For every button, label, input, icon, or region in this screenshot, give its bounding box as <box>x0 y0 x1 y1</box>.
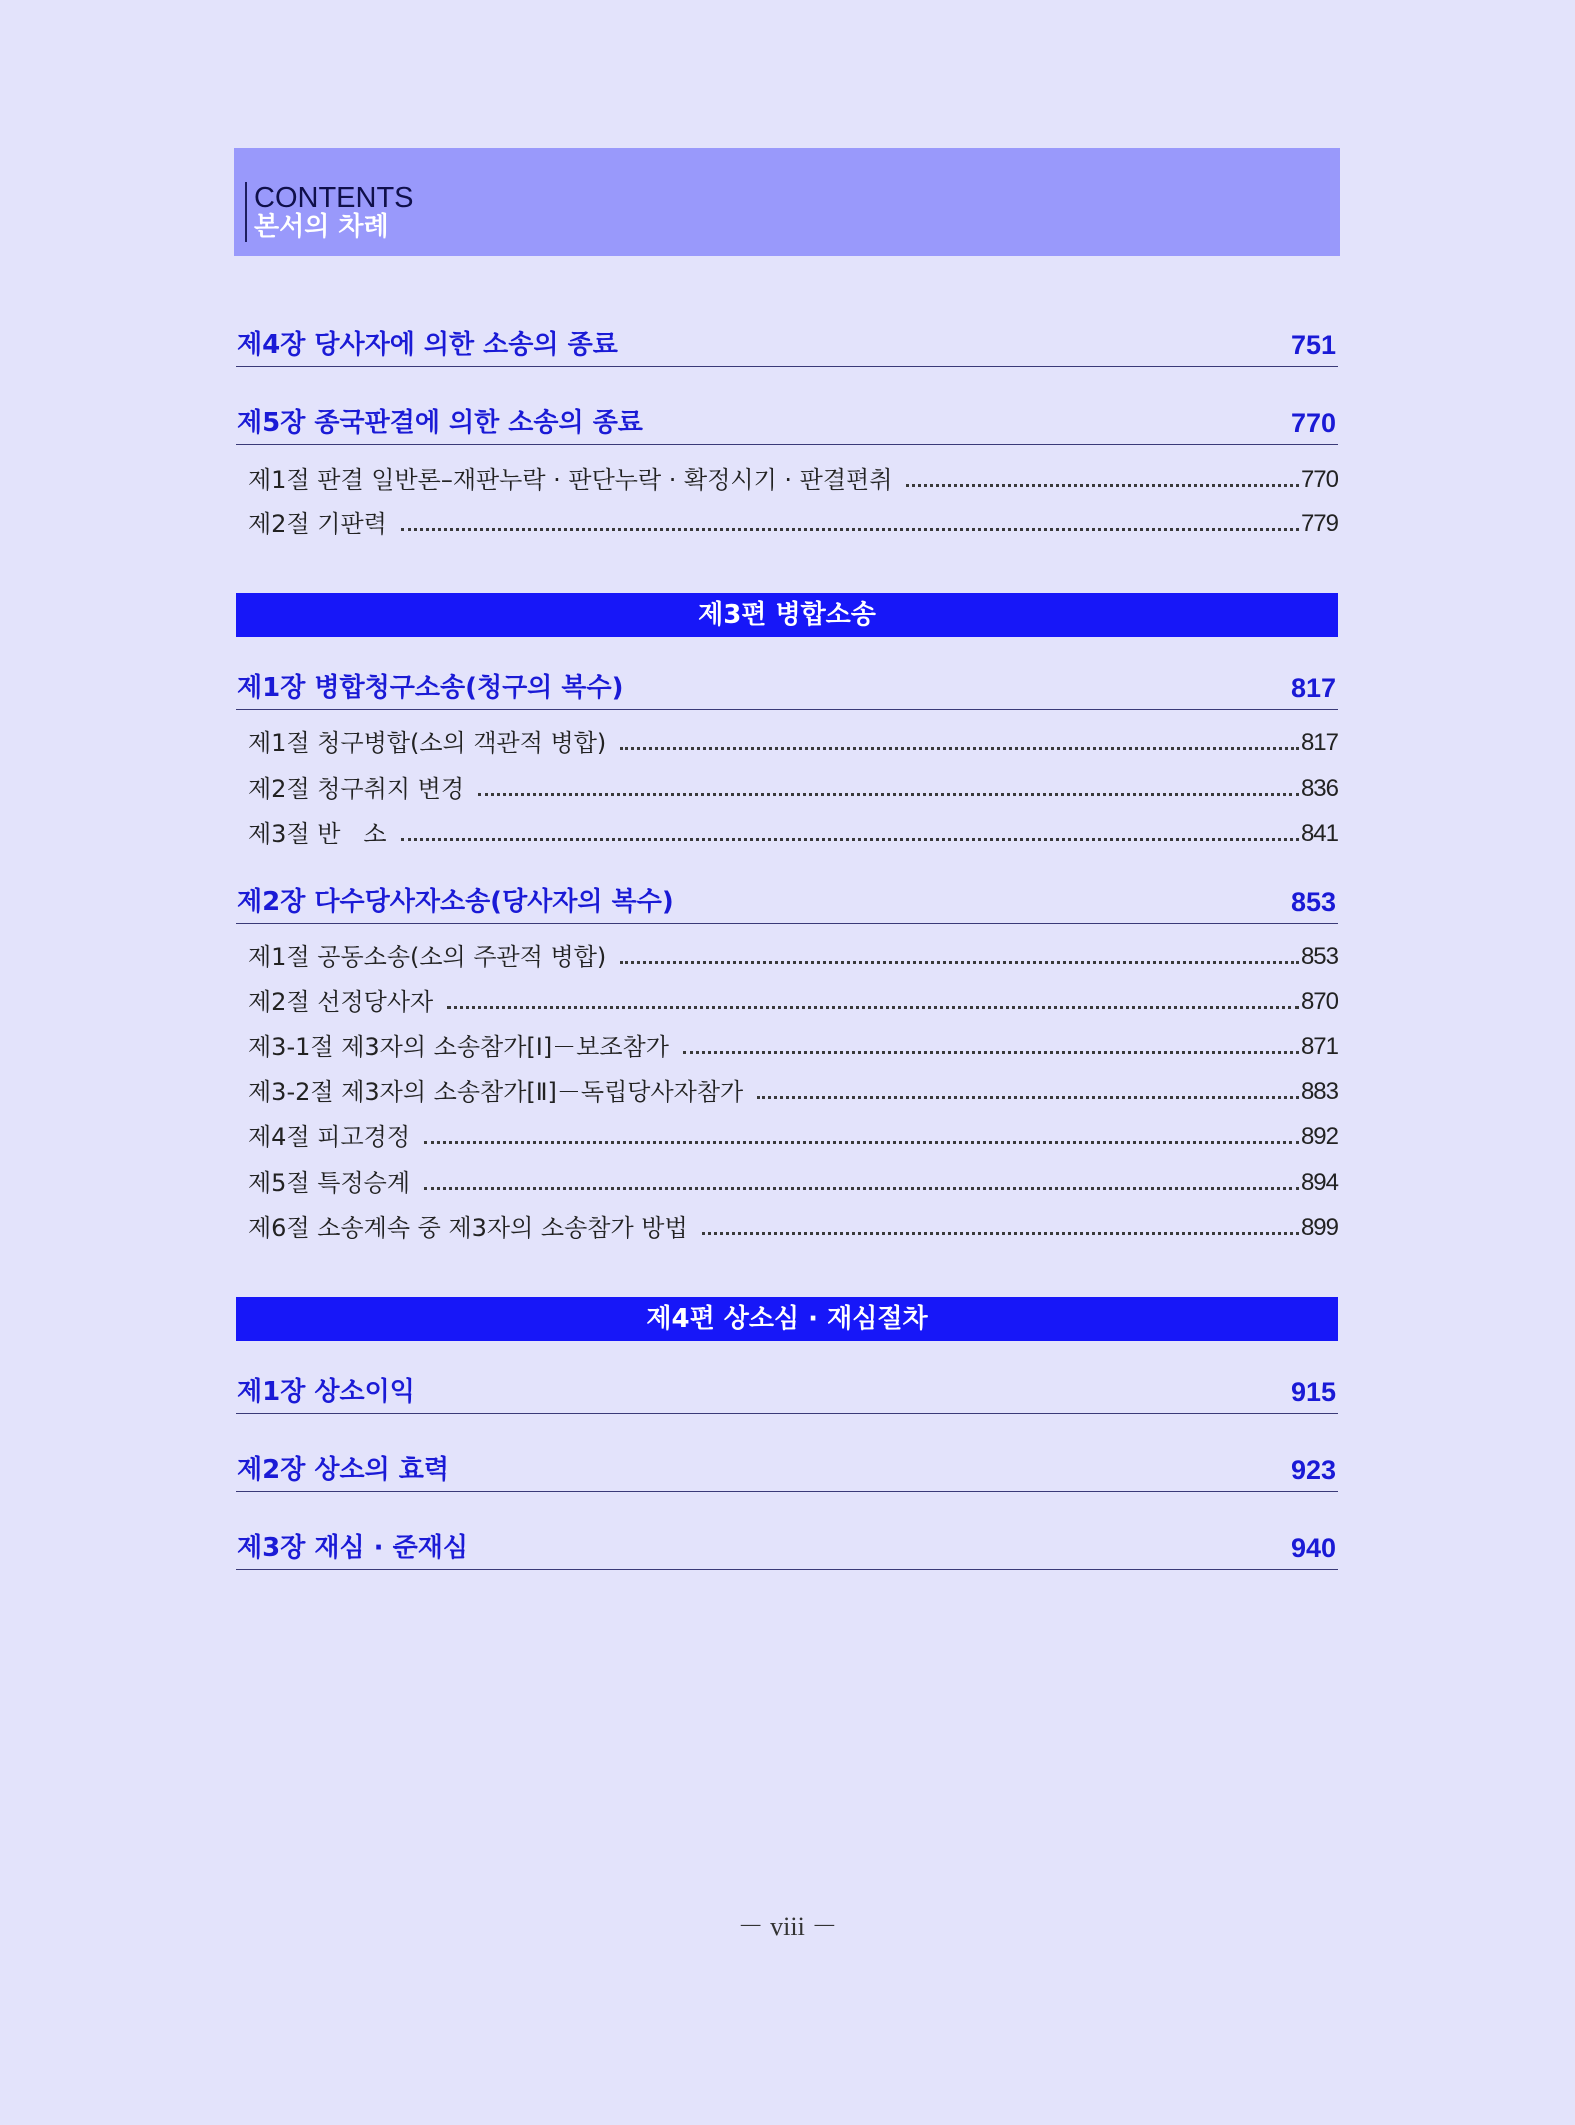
toc-section[interactable] <box>248 1118 1338 1152</box>
dot-leader <box>424 1187 1299 1190</box>
toc-part3-chapter-1[interactable] <box>236 667 1338 710</box>
dot-leader <box>401 838 1299 841</box>
toc-part4-chapter-3[interactable] <box>236 1527 1338 1570</box>
toc-section[interactable] <box>248 505 1338 539</box>
section-page: 871 <box>1300 1033 1338 1060</box>
toc-chapter-4[interactable] <box>236 324 1338 367</box>
chapter-page: 915 <box>1290 1377 1336 1407</box>
part-3-bar: 제3편 병합소송 <box>236 593 1338 637</box>
chapter-page: 923 <box>1290 1455 1336 1485</box>
chapter-page: 751 <box>1290 330 1336 360</box>
chapter-title: 제2장 상소의 효력 <box>237 1455 450 1485</box>
chapter-page: 817 <box>1290 673 1336 703</box>
section-title: 제1절 청구병합(소의 객관적 병합) <box>248 729 607 757</box>
dot-leader <box>424 1141 1299 1144</box>
section-title: 제3절 반 소 <box>248 820 387 848</box>
chapter-title: 제1장 병합청구소송(청구의 복수) <box>237 673 624 703</box>
toc-section[interactable] <box>248 938 1338 972</box>
section-title: 제5절 특정승계 <box>248 1169 411 1197</box>
chapter-page: 940 <box>1290 1533 1336 1563</box>
section-title: 제1절 판결 일반론–재판누락 · 판단누락 · 확정시기 · 판결편취 <box>248 466 893 494</box>
dot-leader <box>906 484 1299 487</box>
toc-section[interactable] <box>248 724 1338 758</box>
toc-section[interactable] <box>248 1073 1338 1107</box>
toc-part4-chapter-2[interactable] <box>236 1449 1338 1492</box>
toc-section[interactable] <box>248 815 1338 849</box>
section-title: 제2절 기판력 <box>248 510 387 538</box>
page-number: － viii － <box>737 1912 838 1941</box>
dot-leader <box>683 1051 1299 1054</box>
section-page: 883 <box>1300 1078 1338 1105</box>
dot-leader <box>620 747 1299 750</box>
dot-leader <box>447 1006 1299 1009</box>
dot-leader <box>702 1232 1299 1235</box>
section-title: 제1절 공동소송(소의 주관적 병합) <box>248 943 607 971</box>
chapter-title: 제1장 상소이익 <box>237 1377 415 1407</box>
chapter-title: 제5장 종국판결에 의한 소송의 종료 <box>237 408 643 438</box>
dot-leader <box>757 1096 1299 1099</box>
toc-section[interactable] <box>248 770 1338 804</box>
chapter-title: 제2장 다수당사자소송(당사자의 복수) <box>237 887 674 917</box>
chapter-title: 제3장 재심 · 준재심 <box>237 1533 468 1563</box>
section-page: 892 <box>1300 1123 1338 1150</box>
toc-section[interactable] <box>248 1209 1338 1243</box>
dot-leader <box>478 793 1299 796</box>
section-page: 894 <box>1300 1169 1338 1196</box>
section-title: 제6절 소송계속 중 제3자의 소송참가 방법 <box>248 1214 688 1242</box>
section-title: 제3-1절 제3자의 소송참가[Ⅰ]－보조참가 <box>248 1033 669 1061</box>
section-page: 770 <box>1300 466 1338 493</box>
contents-title-ko: 본서의 차례 <box>254 212 389 242</box>
section-page: 841 <box>1300 820 1338 847</box>
section-page: 817 <box>1300 729 1338 756</box>
toc-section[interactable] <box>248 983 1338 1017</box>
toc-part3-chapter-2[interactable] <box>236 881 1338 924</box>
toc-section[interactable] <box>248 1164 1338 1198</box>
chapter-page: 770 <box>1290 408 1336 438</box>
header-rule <box>245 182 247 242</box>
chapter-page: 853 <box>1290 887 1336 917</box>
section-page: 899 <box>1300 1214 1338 1241</box>
chapter-title: 제4장 당사자에 의한 소송의 종료 <box>237 330 618 360</box>
dot-leader <box>401 528 1299 531</box>
section-title: 제4절 피고경정 <box>248 1123 411 1151</box>
dot-leader <box>620 961 1299 964</box>
section-title: 제3-2절 제3자의 소송참가[Ⅱ]－독립당사자참가 <box>248 1078 744 1106</box>
part-4-bar: 제4편 상소심 · 재심절차 <box>236 1297 1338 1341</box>
toc-chapter-5[interactable] <box>236 402 1338 445</box>
section-page: 870 <box>1300 988 1338 1015</box>
section-title: 제2절 선정당사자 <box>248 988 434 1016</box>
section-page: 836 <box>1300 775 1338 802</box>
toc-part4-chapter-1[interactable] <box>236 1371 1338 1414</box>
toc-section[interactable] <box>248 1028 1338 1062</box>
section-title: 제2절 청구취지 변경 <box>248 775 464 803</box>
toc-section[interactable] <box>248 461 1338 495</box>
section-page: 853 <box>1300 943 1338 970</box>
section-page: 779 <box>1300 510 1338 537</box>
contents-title-en: CONTENTS <box>254 182 414 214</box>
